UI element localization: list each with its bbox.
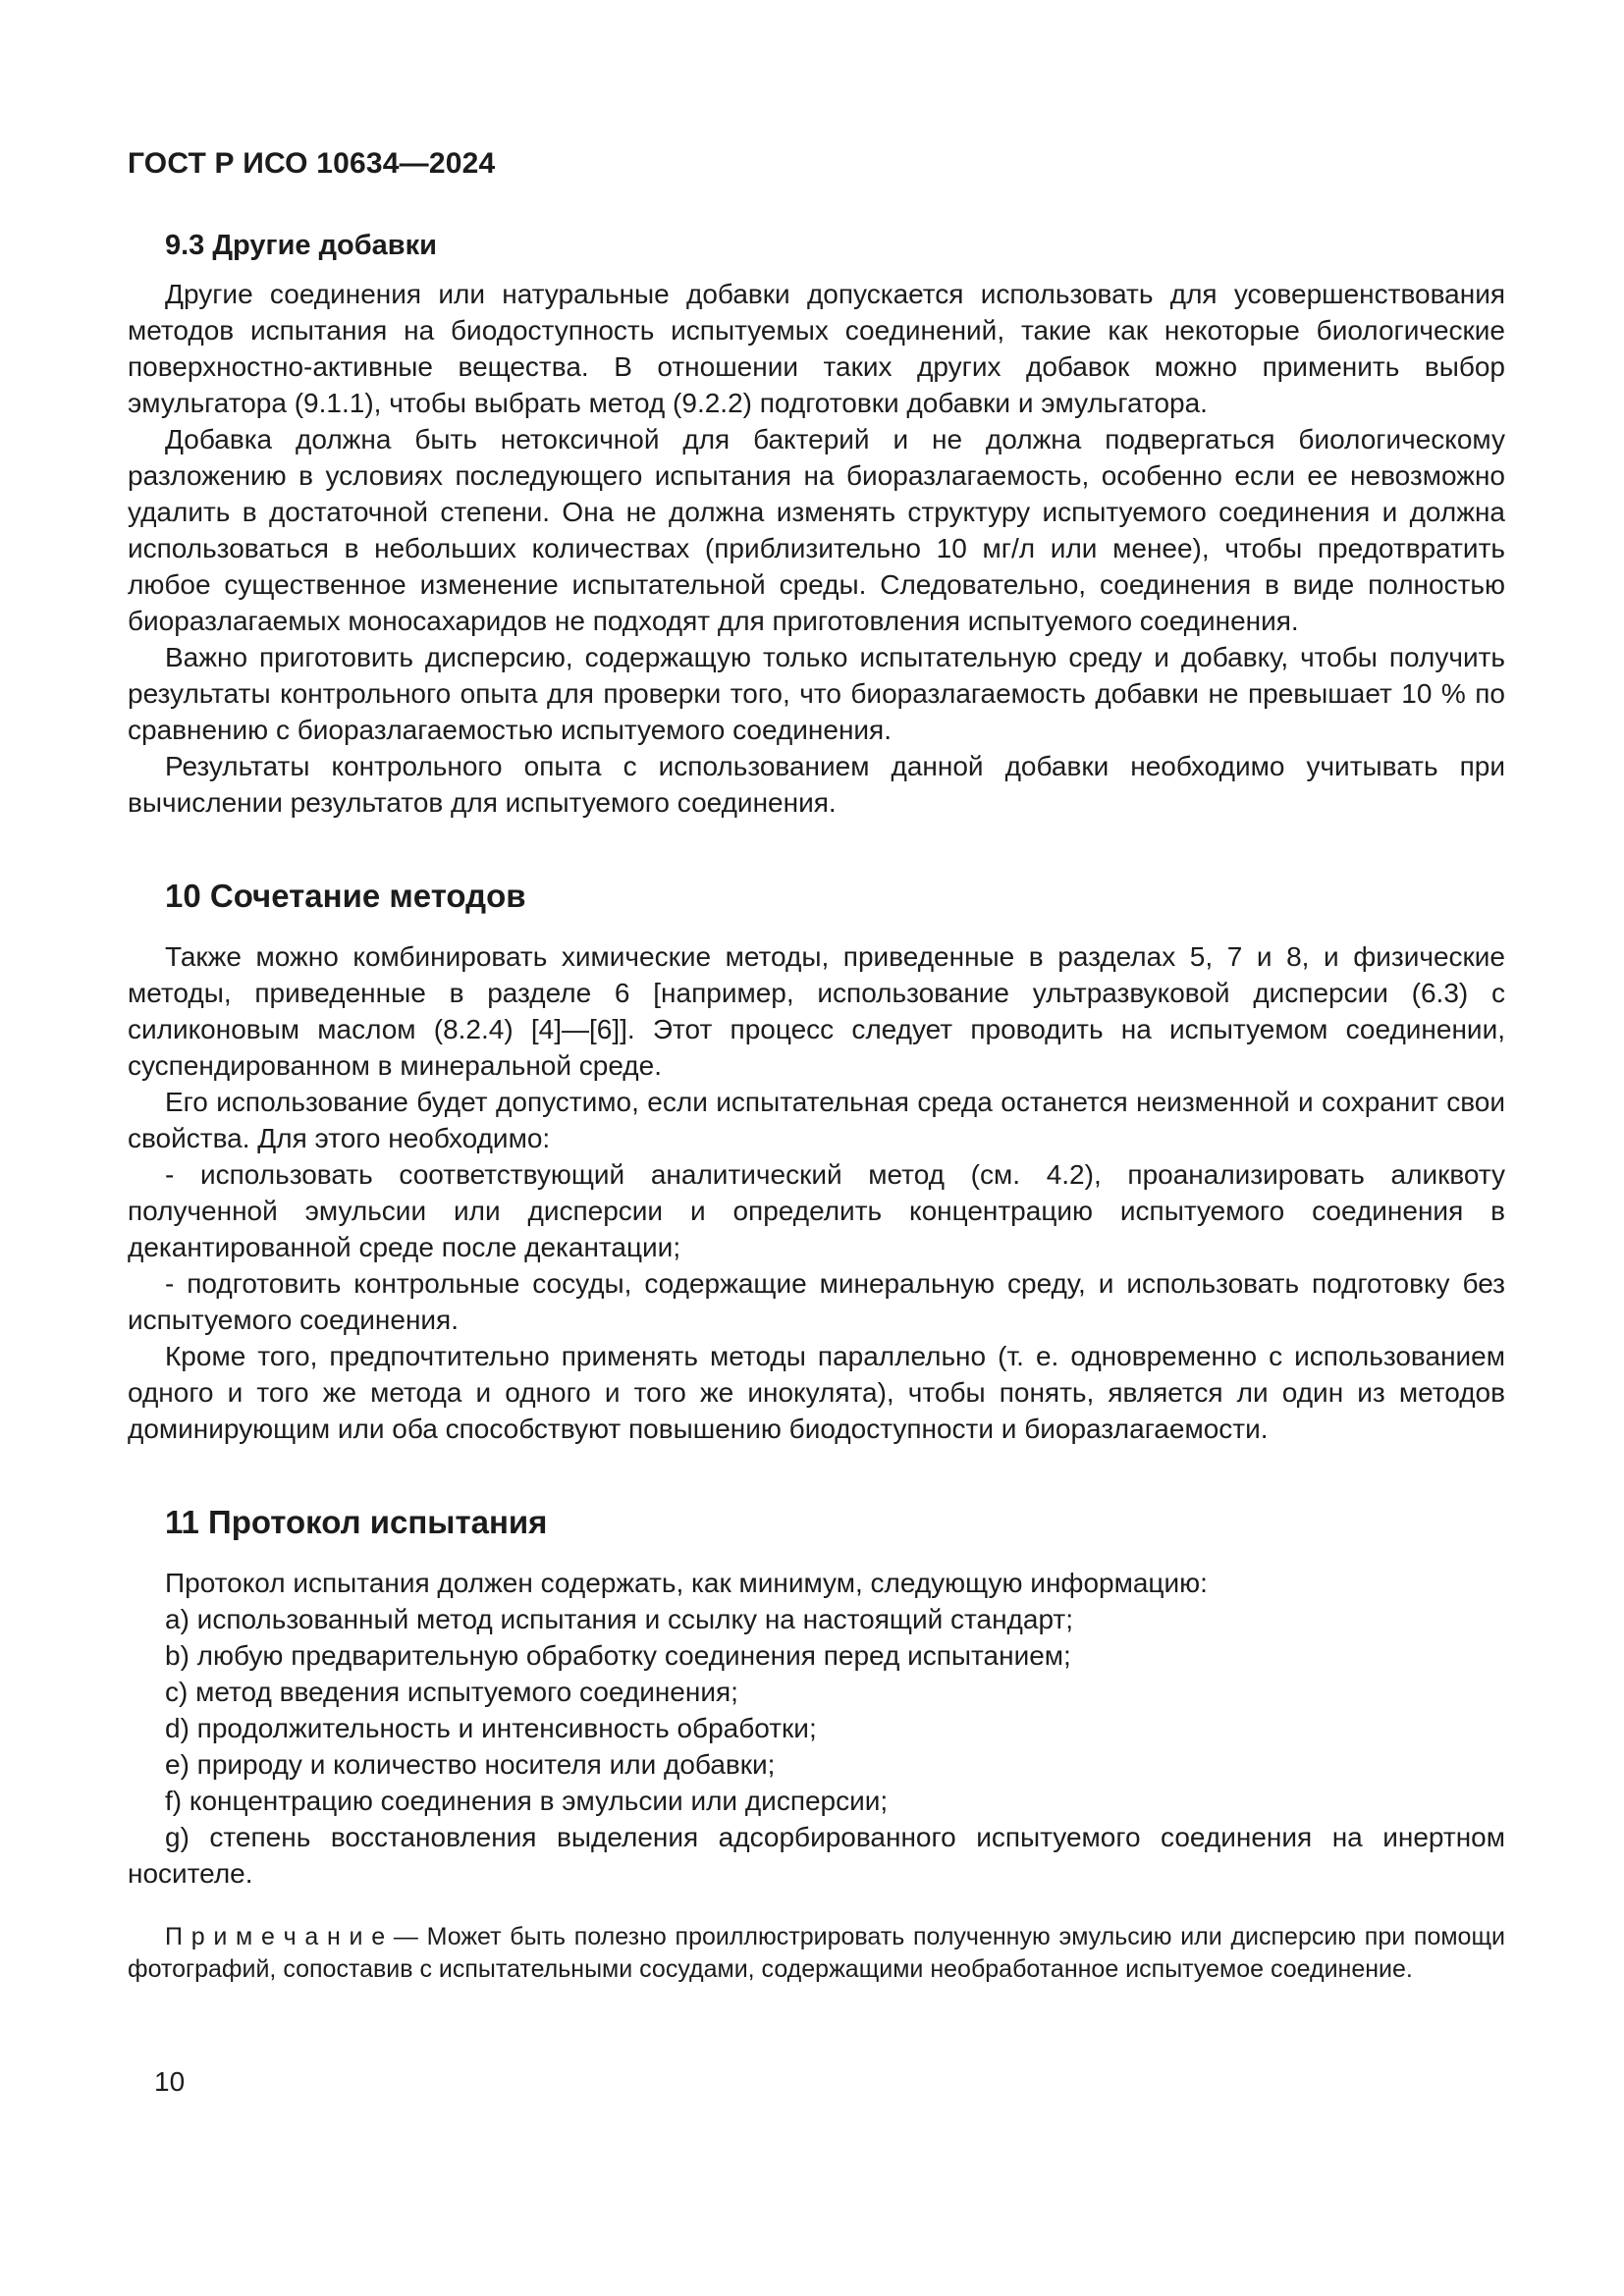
running-header: ГОСТ Р ИСО 10634—2024 [128, 147, 496, 180]
paragraph: Другие соединения или натуральные добавки допускается использовать для усовершенствования методов испытания на биодоступность испытуемых соединений, такие как некоторые биологические поверхностно-активные вещества. В отношении таких других добавок можно применить выбор эмульгатора (9.1.1), чтобы выбрать метод (9.2.2) подготовки добавки и эмульгатора. [128, 279, 1505, 418]
section-11-heading: 11 Протокол испытания [165, 1504, 548, 1540]
list-item-dash: - подготовить контрольные сосуды, содержащие минеральную среду, и использовать подготовку без испытуемого соединения. [128, 1268, 1505, 1335]
list-item-e: e) природу и количество носителя или добавки; [165, 1749, 776, 1780]
page-body [128, 230, 1505, 1986]
list-item-dash: - использовать соответствующий аналитический метод (см. 4.2), проанализировать аликвоту полученной эмульсии или дисперсии и определить концентрацию испытуемого соединения в декантированной среде после декантации; [128, 1159, 1505, 1262]
list-item-f: f) концентрацию соединения в эмульсии или дисперсии; [165, 1786, 889, 1816]
section-10-heading: 10 Сочетание методов [165, 878, 526, 914]
paragraph: Важно приготовить дисперсию, содержащую только испытательную среду и добавку, чтобы получить результаты контрольного опыта для проверки того, что биоразлагаемость добавки не превышает 10 % по сравнению с биоразлагаемостью испытуемого соединения. [128, 642, 1505, 745]
list-item-d: d) продолжительность и интенсивность обработки; [165, 1713, 817, 1743]
list-item-b: b) любую предварительную обработку соединения перед испытанием; [165, 1640, 1071, 1671]
page-number: 10 [154, 2066, 186, 2097]
paragraph: Добавка должна быть нетоксичной для бактерий и не должна подвергаться биологическому разложению в условиях последующего испытания на биоразлагаемость, особенно если ее невозможно удалить в достаточной степени. Она не должна изменять структуру испытуемого соединения и должна использоваться в небольших количествах (приблизительно 10 мг/л или менее), чтобы предотвратить любое существенное изменение испытательной среды. Следовательно, соединения в виде полностью биоразлагаемых моносахаридов не подходят для приготовления испытуемого соединения. [128, 424, 1505, 636]
list-item-g: g) степень восстановления выделения адсорбированного испытуемого соединения на инертном носителе. [128, 1822, 1505, 1889]
section-9-3-heading: 9.3 Другие добавки [165, 230, 437, 261]
paragraph: Протокол испытания должен содержать, как минимум, следующую информацию: [165, 1568, 1208, 1598]
list-item-c: c) метод введения испытуемого соединения; [165, 1677, 738, 1707]
note: П р и м е ч а н и е — Может быть полезно проиллюстрировать полученную эмульсию или дисперсию при помощи фотографий, сопоставив с испытательными сосудами, содержащими необработанное испытуемое соединение. [128, 1923, 1505, 1983]
paragraph: Результаты контрольного опыта с использованием данной добавки необходимо учитывать при вычислении результатов для испытуемого соединения. [128, 751, 1505, 818]
paragraph: Его использование будет допустимо, если испытательная среда останется неизменной и сохранит свои свойства. Для этого необходимо: [128, 1087, 1505, 1153]
paragraph: Также можно комбинировать химические методы, приведенные в разделах 5, 7 и 8, и физические методы, приведенные в разделе 6 [например, использование ультразвуковой дисперсии (6.3) с силиконовым маслом (8.2.4) [4]—[6]]. Этот процесс следует проводить на испытуемом соединении, суспендированном в минеральной среде. [128, 941, 1505, 1081]
paragraph: Кроме того, предпочтительно применять методы параллельно (т. е. одновременно с использованием одного и того же метода и одного и того же инокулята), чтобы понять, является ли один из методов доминирующим или оба способствуют повышению биодоступности и биоразлагаемости. [128, 1341, 1505, 1444]
list-item-a: a) использованный метод испытания и ссылку на настоящий стандарт; [165, 1604, 1074, 1634]
